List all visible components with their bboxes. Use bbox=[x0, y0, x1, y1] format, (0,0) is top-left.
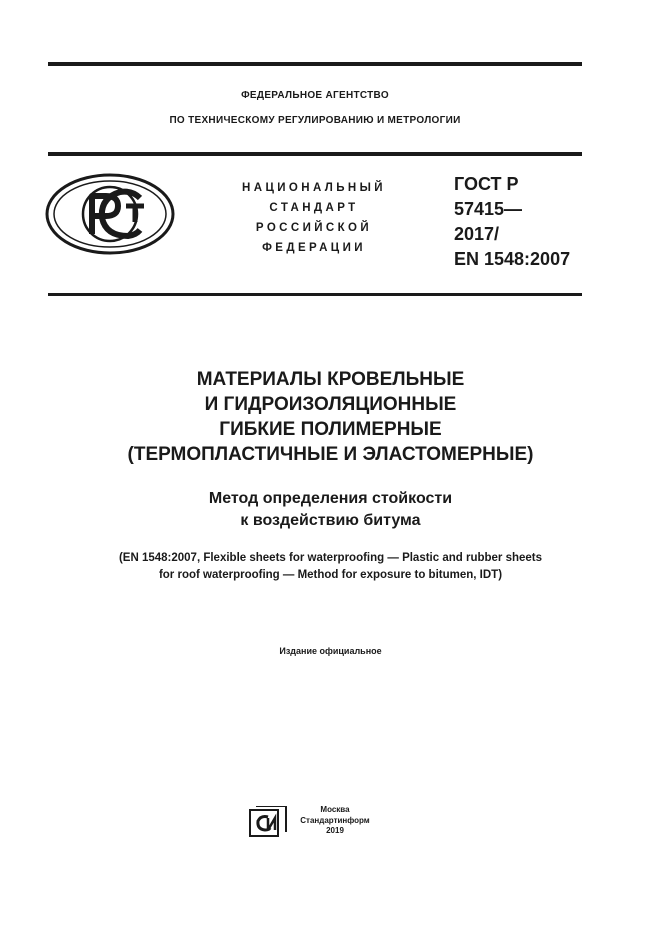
title-line-4: (ТЕРМОПЛАСТИЧНЫЕ И ЭЛАСТОМЕРНЫЕ) bbox=[127, 444, 534, 465]
designation-line-3: 2017/ bbox=[454, 224, 500, 244]
national-standard-line-1: НАЦИОНАЛЬНЫЙ bbox=[242, 182, 386, 194]
subtitle-line-2: к воздействию битума bbox=[240, 512, 421, 529]
en-reference-line-2: for roof waterproofing — Method for exposure to bitumen, IDT) bbox=[158, 569, 503, 581]
en-reference bbox=[20, 550, 641, 584]
publisher-year: 2019 bbox=[326, 826, 344, 835]
designation-line-1: ГОСТ Р bbox=[454, 174, 519, 194]
publisher-block bbox=[288, 805, 382, 837]
block-bottom-rule bbox=[48, 293, 582, 296]
agency-line-2: ПО ТЕХНИЧЕСКОМУ РЕГУЛИРОВАНИЮ И МЕТРОЛОГИИ bbox=[169, 115, 461, 126]
national-standard-line-2: СТАНДАРТ bbox=[269, 202, 359, 214]
publisher-city: Москва bbox=[320, 805, 350, 814]
publisher-name: Стандартинформ bbox=[300, 815, 370, 825]
document-title bbox=[40, 367, 621, 467]
designation-line-4: EN 1548:2007 bbox=[454, 249, 571, 269]
standard-designation bbox=[454, 172, 604, 272]
header-rule bbox=[48, 152, 582, 156]
subtitle-line-1: Метод определения стойкости bbox=[208, 490, 453, 507]
rst-logo-icon bbox=[44, 172, 176, 256]
title-line-3: ГИБКИЕ ПОЛИМЕРНЫЕ bbox=[219, 419, 442, 440]
top-rule bbox=[48, 62, 582, 66]
edition-label: Издание официальное bbox=[279, 646, 382, 656]
standartinform-logo-icon bbox=[248, 806, 288, 838]
agency-line-1: ФЕДЕРАЛЬНОЕ АГЕНТСТВО bbox=[241, 90, 389, 101]
designation-line-2: 57415— bbox=[454, 199, 523, 219]
national-standard-line-4: ФЕДЕРАЦИИ bbox=[262, 242, 366, 254]
document-subtitle bbox=[40, 488, 621, 532]
national-standard-line-3: РОССИЙСКОЙ bbox=[255, 222, 373, 234]
title-line-2: И ГИДРОИЗОЛЯЦИОННЫЕ bbox=[204, 394, 457, 415]
national-standard-label bbox=[214, 178, 414, 258]
title-line-1: МАТЕРИАЛЫ КРОВЕЛЬНЫЕ bbox=[196, 369, 465, 390]
en-reference-line-1: (EN 1548:2007, Flexible sheets for waterproofing — Plastic and rubber sheets bbox=[118, 552, 543, 564]
